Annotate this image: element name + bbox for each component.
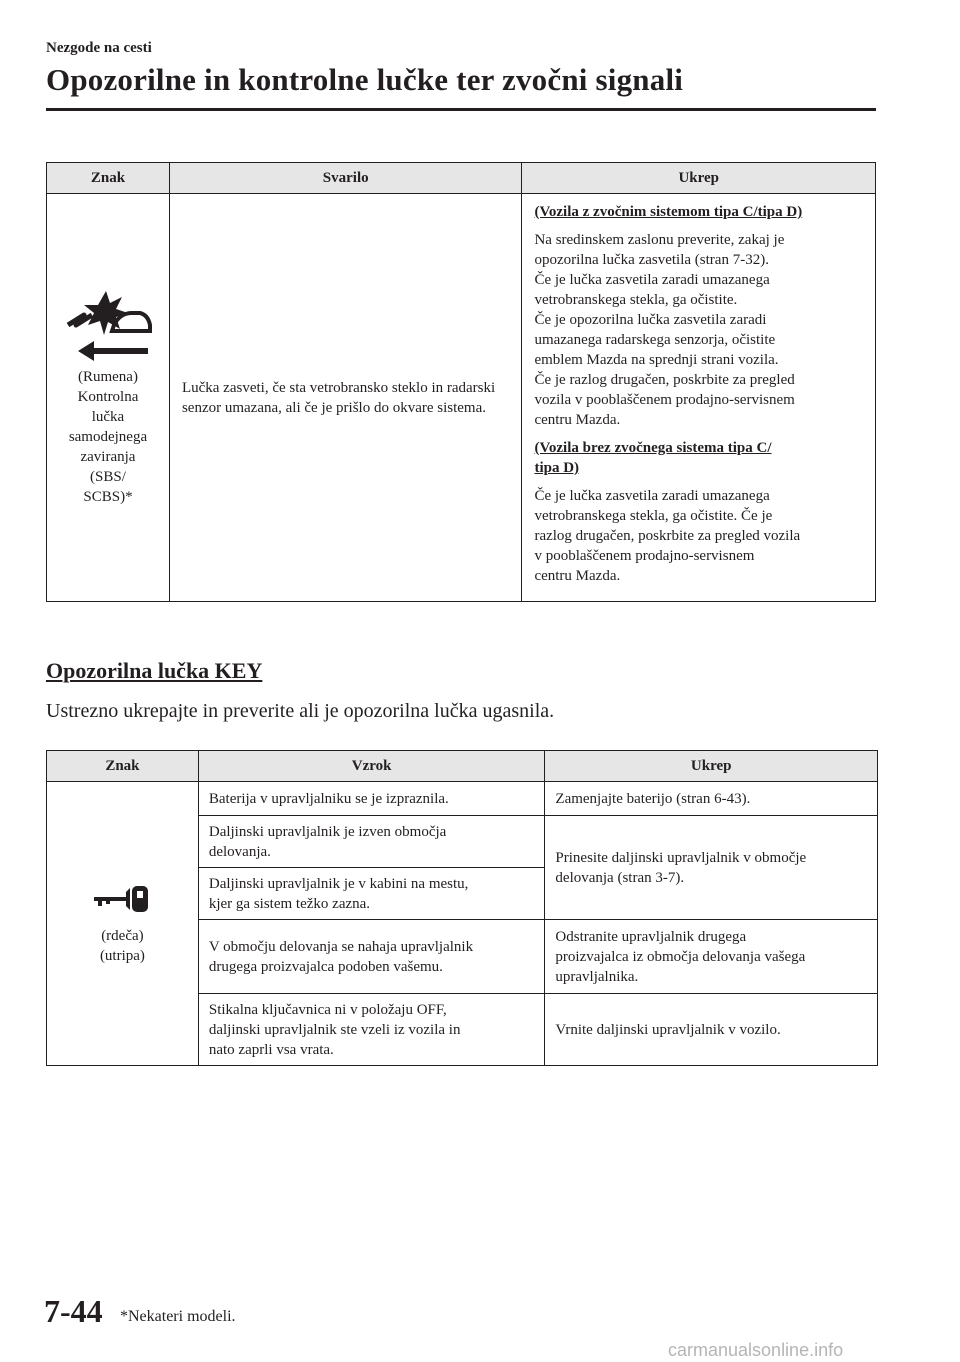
key-warning-table [46, 750, 878, 1066]
footnote: *Nekateri modeli. [120, 1308, 236, 1325]
title-divider [46, 108, 876, 111]
column-header: Ukrep [522, 163, 876, 194]
column-header: Svarilo [169, 163, 522, 194]
warning-cell [169, 194, 522, 602]
sbs-warning-table [46, 162, 876, 602]
sign-label: (utripa) [99, 947, 145, 964]
action-cell [522, 194, 876, 602]
action-cell: Vrnite daljinski upravljalnik v vozilo. [545, 994, 878, 1066]
sign-label: (rdeča) [101, 927, 144, 944]
column-header: Vzrok [198, 751, 545, 782]
sign-label: (Rumena) Kontrolna lučka samodejnega zaviranja (SBS/ SCBS)* [68, 368, 148, 505]
action-heading: (Vozila brez zvočnega sistema tipa C/ tipa D) [534, 440, 772, 476]
table-header-row [47, 163, 876, 194]
section-label: Nezgode na cesti [46, 40, 152, 56]
action-text: Če je lučka zasvetila zaradi umazanega vetrobranskega stekla, ga očistite. Če je razlog drugačen, poskrbite za pregled vozila v pooblaščenem prodajno-servisnem centru Mazda. [534, 488, 801, 584]
action-cell: Zamenjajte baterijo (stran 6-43). [545, 782, 878, 816]
key-warning-intro: Ustrezno ukrepajte in preverite ali je opozorilna lučka ugasnila. [46, 700, 555, 722]
key-warning-heading: Opozorilna lučka KEY [46, 658, 263, 683]
warning-text: Lučka zasveti, če sta vetrobransko steklo in radarski senzor umazana, ali če je prišlo do okvare sistema. [181, 379, 496, 416]
key-warning-icon [92, 882, 152, 916]
collision-brake-warning-icon [62, 289, 154, 361]
cause-cell: Daljinski upravljalnik je izven območja delovanja. [198, 816, 545, 868]
action-text: Na sredinskem zaslonu preverite, zakaj je opozorilna lučka zasvetila (stran 7-32). Če je lučka zasvetila zaradi umazanega vetrobranskega stekla, ga očistite. Če je opozorilna lučka zasvetila zaradi umazanega radarskega senzorja, očistite emblem Mazda na sprednji strani vozila. Če je razlog drugačen, poskrbite za pregled vozila v pooblaščenem prodajno-servisnem centru Mazda. [534, 232, 795, 428]
action-cell: Prinesite daljinski upravljalnik v območje delovanja (stran 3-7). [545, 816, 878, 920]
watermark: carmanualsonline.info [668, 1340, 844, 1360]
cause-cell: Baterija v upravljalniku se je izpraznila. [198, 782, 545, 816]
column-header: Znak [47, 751, 199, 782]
column-header: Znak [47, 163, 170, 194]
page-number: 7-44 [44, 1293, 103, 1329]
action-cell: Odstranite upravljalnik drugega proizvajalca iz območja delovanja vašega upravljalnika. [545, 920, 878, 994]
table-header-row [47, 751, 878, 782]
cause-cell: Stikalna ključavnica ni v položaju OFF, daljinski upravljalnik ste vzeli iz vozila in nato zaprli vsa vrata. [198, 994, 545, 1066]
table-row [47, 194, 876, 602]
table-row [47, 782, 878, 816]
cause-cell: Daljinski upravljalnik je v kabini na mestu, kjer ga sistem težko zazna. [198, 868, 545, 920]
action-heading: (Vozila z zvočnim sistemom tipa C/tipa D) [534, 204, 803, 220]
column-header: Ukrep [545, 751, 878, 782]
sign-cell [47, 194, 170, 602]
sign-cell [47, 782, 199, 1066]
cause-cell: V območju delovanja se nahaja upravljalnik drugega proizvajalca podoben vašemu. [198, 920, 545, 994]
page-title: Opozorilne in kontrolne lučke ter zvočni signali [46, 62, 684, 97]
